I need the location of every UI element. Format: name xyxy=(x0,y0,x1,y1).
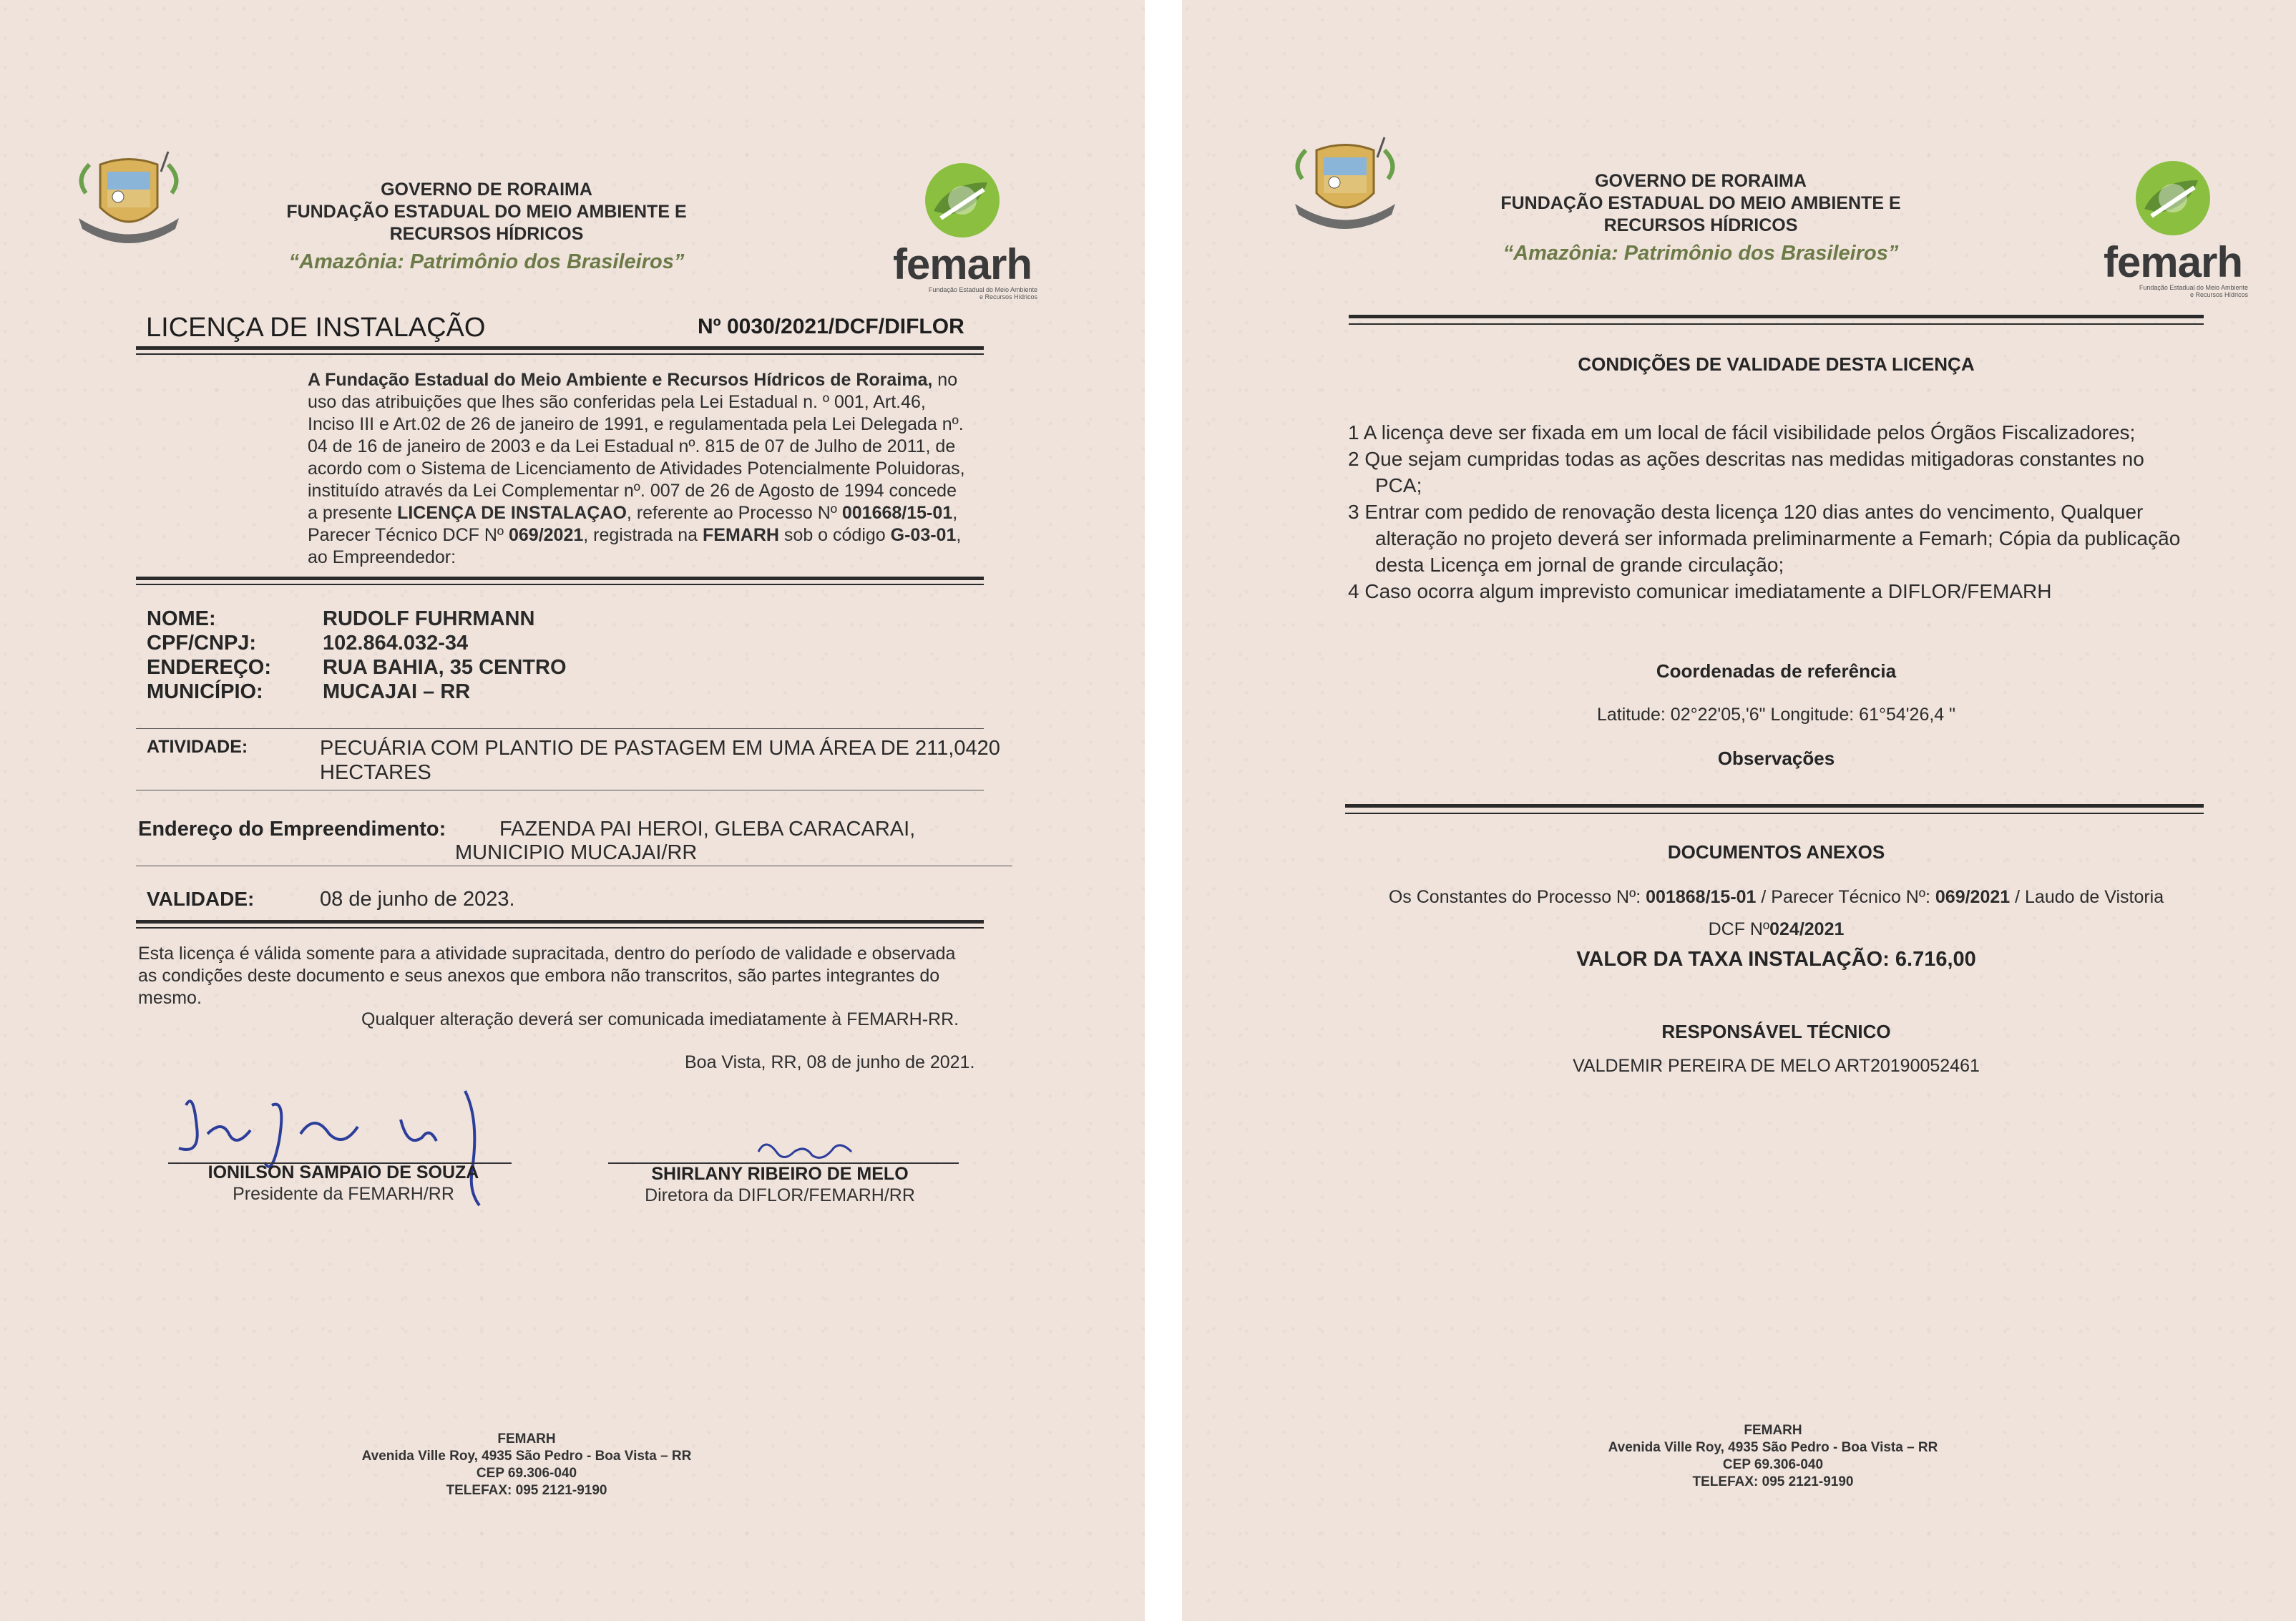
atividade-line-1: PECUÁRIA COM PLANTIO DE PASTAGEM EM UMA ÁREA DE 211,0420 xyxy=(320,737,1000,760)
foundation-line1: FUNDAÇÃO ESTADUAL DO MEIO AMBIENTE E xyxy=(286,202,687,222)
note-line-2: as condições deste documento e seus anexos que embora não transcritos, são partes integrantes do xyxy=(138,966,940,986)
intro-line-5: acordo com o Sistema de Licenciamento de Atividades Potencialmente Poluidoras, xyxy=(308,459,965,479)
femarh-logo-word: femarh xyxy=(892,240,1032,288)
atividade-value xyxy=(320,736,1000,785)
roraima-crest-icon xyxy=(72,150,186,258)
coords-value: Latitude: 02°22'05,'6" Longitude: 61°54'26,4 " xyxy=(1596,705,1956,725)
docs-heading: DOCUMENTOS ANEXOS xyxy=(1667,841,1885,863)
femarh-logo-right xyxy=(2098,159,2248,298)
alteracao-note: Qualquer alteração deverá ser comunicada imediatamente à FEMARH-RR. xyxy=(361,1009,959,1029)
femarh-logo-word-right: femarh xyxy=(2103,238,2243,286)
femarh-leaf-icon xyxy=(919,161,1005,240)
foundation-line2-right: RECURSOS HÍDRICOS xyxy=(1603,215,1798,235)
footer-right xyxy=(1558,1422,1988,1491)
rule-r-mid-2 xyxy=(1345,813,2204,814)
roraima-crest-icon xyxy=(1288,136,1402,243)
footer-r-l1: FEMARH xyxy=(1744,1423,1802,1438)
note-line-1: Esta licença é válida somente para a atividade supracitada, dentro do período de validade e observada xyxy=(138,944,956,964)
femarh-logo-tag2: e Recursos Hídricos xyxy=(979,293,1037,300)
footer-l2: Avenida Ville Roy, 4935 São Pedro - Boa Vista – RR xyxy=(361,1449,692,1464)
footer-left xyxy=(312,1431,741,1499)
license-page-front xyxy=(0,0,1145,1621)
femarh-logo-tag1: Fundação Estadual do Meio Ambiente xyxy=(928,286,1037,293)
rule-top-2 xyxy=(136,353,984,355)
atividade-label: ATIVIDADE: xyxy=(147,737,248,757)
cpf-value: 102.864.032-34 xyxy=(323,632,469,655)
rule-r-top-1 xyxy=(1349,315,2204,318)
condition-4: 4 Caso ocorra algum imprevisto comunicar imediatamente a DIFLOR/FEMARH xyxy=(1348,580,2052,602)
condition-3b: alteração no projeto deverá ser informada preliminarmente a Femarh; Cópia da publicação xyxy=(1375,527,2181,549)
signature-2-role: Diretora da DIFLOR/FEMARH/RR xyxy=(645,1185,915,1205)
signature-2-name: SHIRLANY RIBEIRO DE MELO xyxy=(651,1164,909,1184)
empreendimento-line-2: MUNICIPIO MUCAJAI/RR xyxy=(455,841,698,864)
rule-validade-2 xyxy=(136,927,984,929)
license-page-back xyxy=(1182,0,2296,1621)
rule-r-mid-1 xyxy=(1345,804,2204,808)
header-block-right xyxy=(1472,170,1930,267)
rule-mid-1 xyxy=(136,577,984,580)
coords-heading: Coordenadas de referência xyxy=(1656,660,1897,682)
resp-value: VALDEMIR PEREIRA DE MELO ART20190052461 xyxy=(1573,1056,1980,1076)
cpf-label: CPF/CNPJ: xyxy=(147,632,257,655)
conditions-heading: CONDIÇÕES DE VALIDADE DESTA LICENÇA xyxy=(1578,353,1975,375)
intro-line-8: Parecer Técnico DCF Nº 069/2021, registrada na FEMARH sob o código G-03-01, xyxy=(308,525,962,545)
note-line-3: mesmo. xyxy=(138,988,202,1008)
motto: “Amazônia: Patrimônio dos Brasileiros” xyxy=(288,250,685,273)
empreendimento-line-1: FAZENDA PAI HEROI, GLEBA CARACARAI, xyxy=(499,818,916,841)
endereco-label: ENDEREÇO: xyxy=(147,656,272,679)
gov-title-right: GOVERNO DE RORAIMA xyxy=(1595,171,1807,191)
gov-title: GOVERNO DE RORAIMA xyxy=(381,180,592,200)
footer-r-l3: CEP 69.306-040 xyxy=(1722,1457,1824,1472)
femarh-logo-tag1-right: Fundação Estadual do Meio Ambiente xyxy=(2139,284,2248,291)
femarh-logo xyxy=(887,161,1037,300)
signature-2-icon xyxy=(744,1130,873,1166)
line-atividade-top xyxy=(136,728,984,729)
footer-l4: TELEFAX: 095 2121-9190 xyxy=(446,1483,607,1498)
nome-value: RUDOLF FUHRMANN xyxy=(323,607,535,630)
validity-note xyxy=(138,943,997,1009)
obs-heading: Observações xyxy=(1717,748,1835,769)
condition-2a: 2 Que sejam cumpridas todas as ações descritas nas medidas mitigadoras constantes no xyxy=(1348,448,2144,470)
foundation-line2: RECURSOS HÍDRICOS xyxy=(389,224,584,244)
empreendimento-label: Endereço do Empreendimento: xyxy=(138,818,446,841)
conditions-list xyxy=(1348,419,2203,604)
footer-l3: CEP 69.306-040 xyxy=(476,1466,577,1481)
municipio-value: MUCAJAI – RR xyxy=(323,680,471,703)
resp-heading: RESPONSÁVEL TÉCNICO xyxy=(1661,1021,1891,1042)
field-values xyxy=(323,607,567,704)
femarh-logo-tag2-right: e Recursos Hídricos xyxy=(2189,291,2248,298)
foundation-line1-right: FUNDAÇÃO ESTADUAL DO MEIO AMBIENTE E xyxy=(1500,193,1901,213)
footer-r-l4: TELEFAX: 095 2121-9190 xyxy=(1692,1474,1854,1489)
footer-l1: FEMARH xyxy=(497,1431,556,1446)
rule-top-1 xyxy=(136,346,984,350)
intro-line-2: uso das atribuições que lhes são conferidas pela Lei Estadual n. º 001, Art.46, xyxy=(308,392,926,412)
intro-line-6: instituído através da Lei Complementar nº. 007 de 26 de Agosto de 1994 concede xyxy=(308,481,957,501)
header-block xyxy=(258,179,715,275)
intro-paragraph xyxy=(308,369,987,569)
intro-line-1: A Fundação Estadual do Meio Ambiente e Recursos Hídricos de Roraima, no xyxy=(308,370,958,390)
endereco-value: RUA BAHIA, 35 CENTRO xyxy=(323,656,567,679)
footer-r-l2: Avenida Ville Roy, 4935 São Pedro - Boa Vista – RR xyxy=(1608,1440,1938,1455)
intro-line-3: Inciso III e Art.02 de 26 de janeiro de 1991, e regulamentada pela Lei Delegada nº. xyxy=(308,414,964,434)
validade-label: VALIDADE: xyxy=(147,888,255,910)
atividade-line-2: HECTARES xyxy=(320,761,431,784)
docs-line-1: Os Constantes do Processo Nº: 001868/15-01 / Parecer Técnico Nº: 069/2021 / Laudo de Vistoria xyxy=(1388,887,2164,907)
intro-line-9: ao Empreendedor: xyxy=(308,547,456,567)
nome-label: NOME: xyxy=(147,607,216,630)
rule-mid-2 xyxy=(136,584,984,585)
taxa-value: VALOR DA TAXA INSTALAÇÃO: 6.716,00 xyxy=(1576,948,1976,971)
rule-validade-1 xyxy=(136,920,984,924)
femarh-leaf-icon xyxy=(2130,159,2216,237)
signature-1-name: IONILSON SAMPAIO DE SOUZA xyxy=(207,1162,479,1182)
field-labels xyxy=(147,607,271,704)
docs-line-2: DCF Nº024/2021 xyxy=(1708,919,1845,939)
signature-1-role: Presidente da FEMARH/RR xyxy=(233,1184,454,1204)
rule-r-top-2 xyxy=(1349,323,2204,325)
intro-line-7: a presente LICENÇA DE INSTALAÇAO, referente ao Processo Nº 001668/15-01, xyxy=(308,503,958,523)
license-title: LICENÇA DE INSTALAÇÃO xyxy=(146,313,486,343)
motto-right: “Amazônia: Patrimônio dos Brasileiros” xyxy=(1503,242,1899,265)
municipio-label: MUNICÍPIO: xyxy=(147,680,263,703)
condition-2b: PCA; xyxy=(1375,474,1422,496)
condition-1: 1 A licença deve ser fixada em um local de fácil visibilidade pelos Órgãos Fiscalizadores; xyxy=(1348,421,2136,444)
condition-3a: 3 Entrar com pedido de renovação desta licença 120 dias antes do vencimento, Qualquer xyxy=(1348,501,2144,523)
intro-line-4: 04 de 16 de janeiro de 2003 e da Lei Estadual nº. 815 de 07 de Julho de 2011, de xyxy=(308,436,956,456)
condition-3c: desta Licença em jornal de grande circulação; xyxy=(1375,554,1784,576)
place-date: Boa Vista, RR, 08 de junho de 2021. xyxy=(685,1052,975,1072)
validade-value: 08 de junho de 2023. xyxy=(320,888,515,911)
license-number: Nº 0030/2021/DCF/DIFLOR xyxy=(698,315,964,338)
